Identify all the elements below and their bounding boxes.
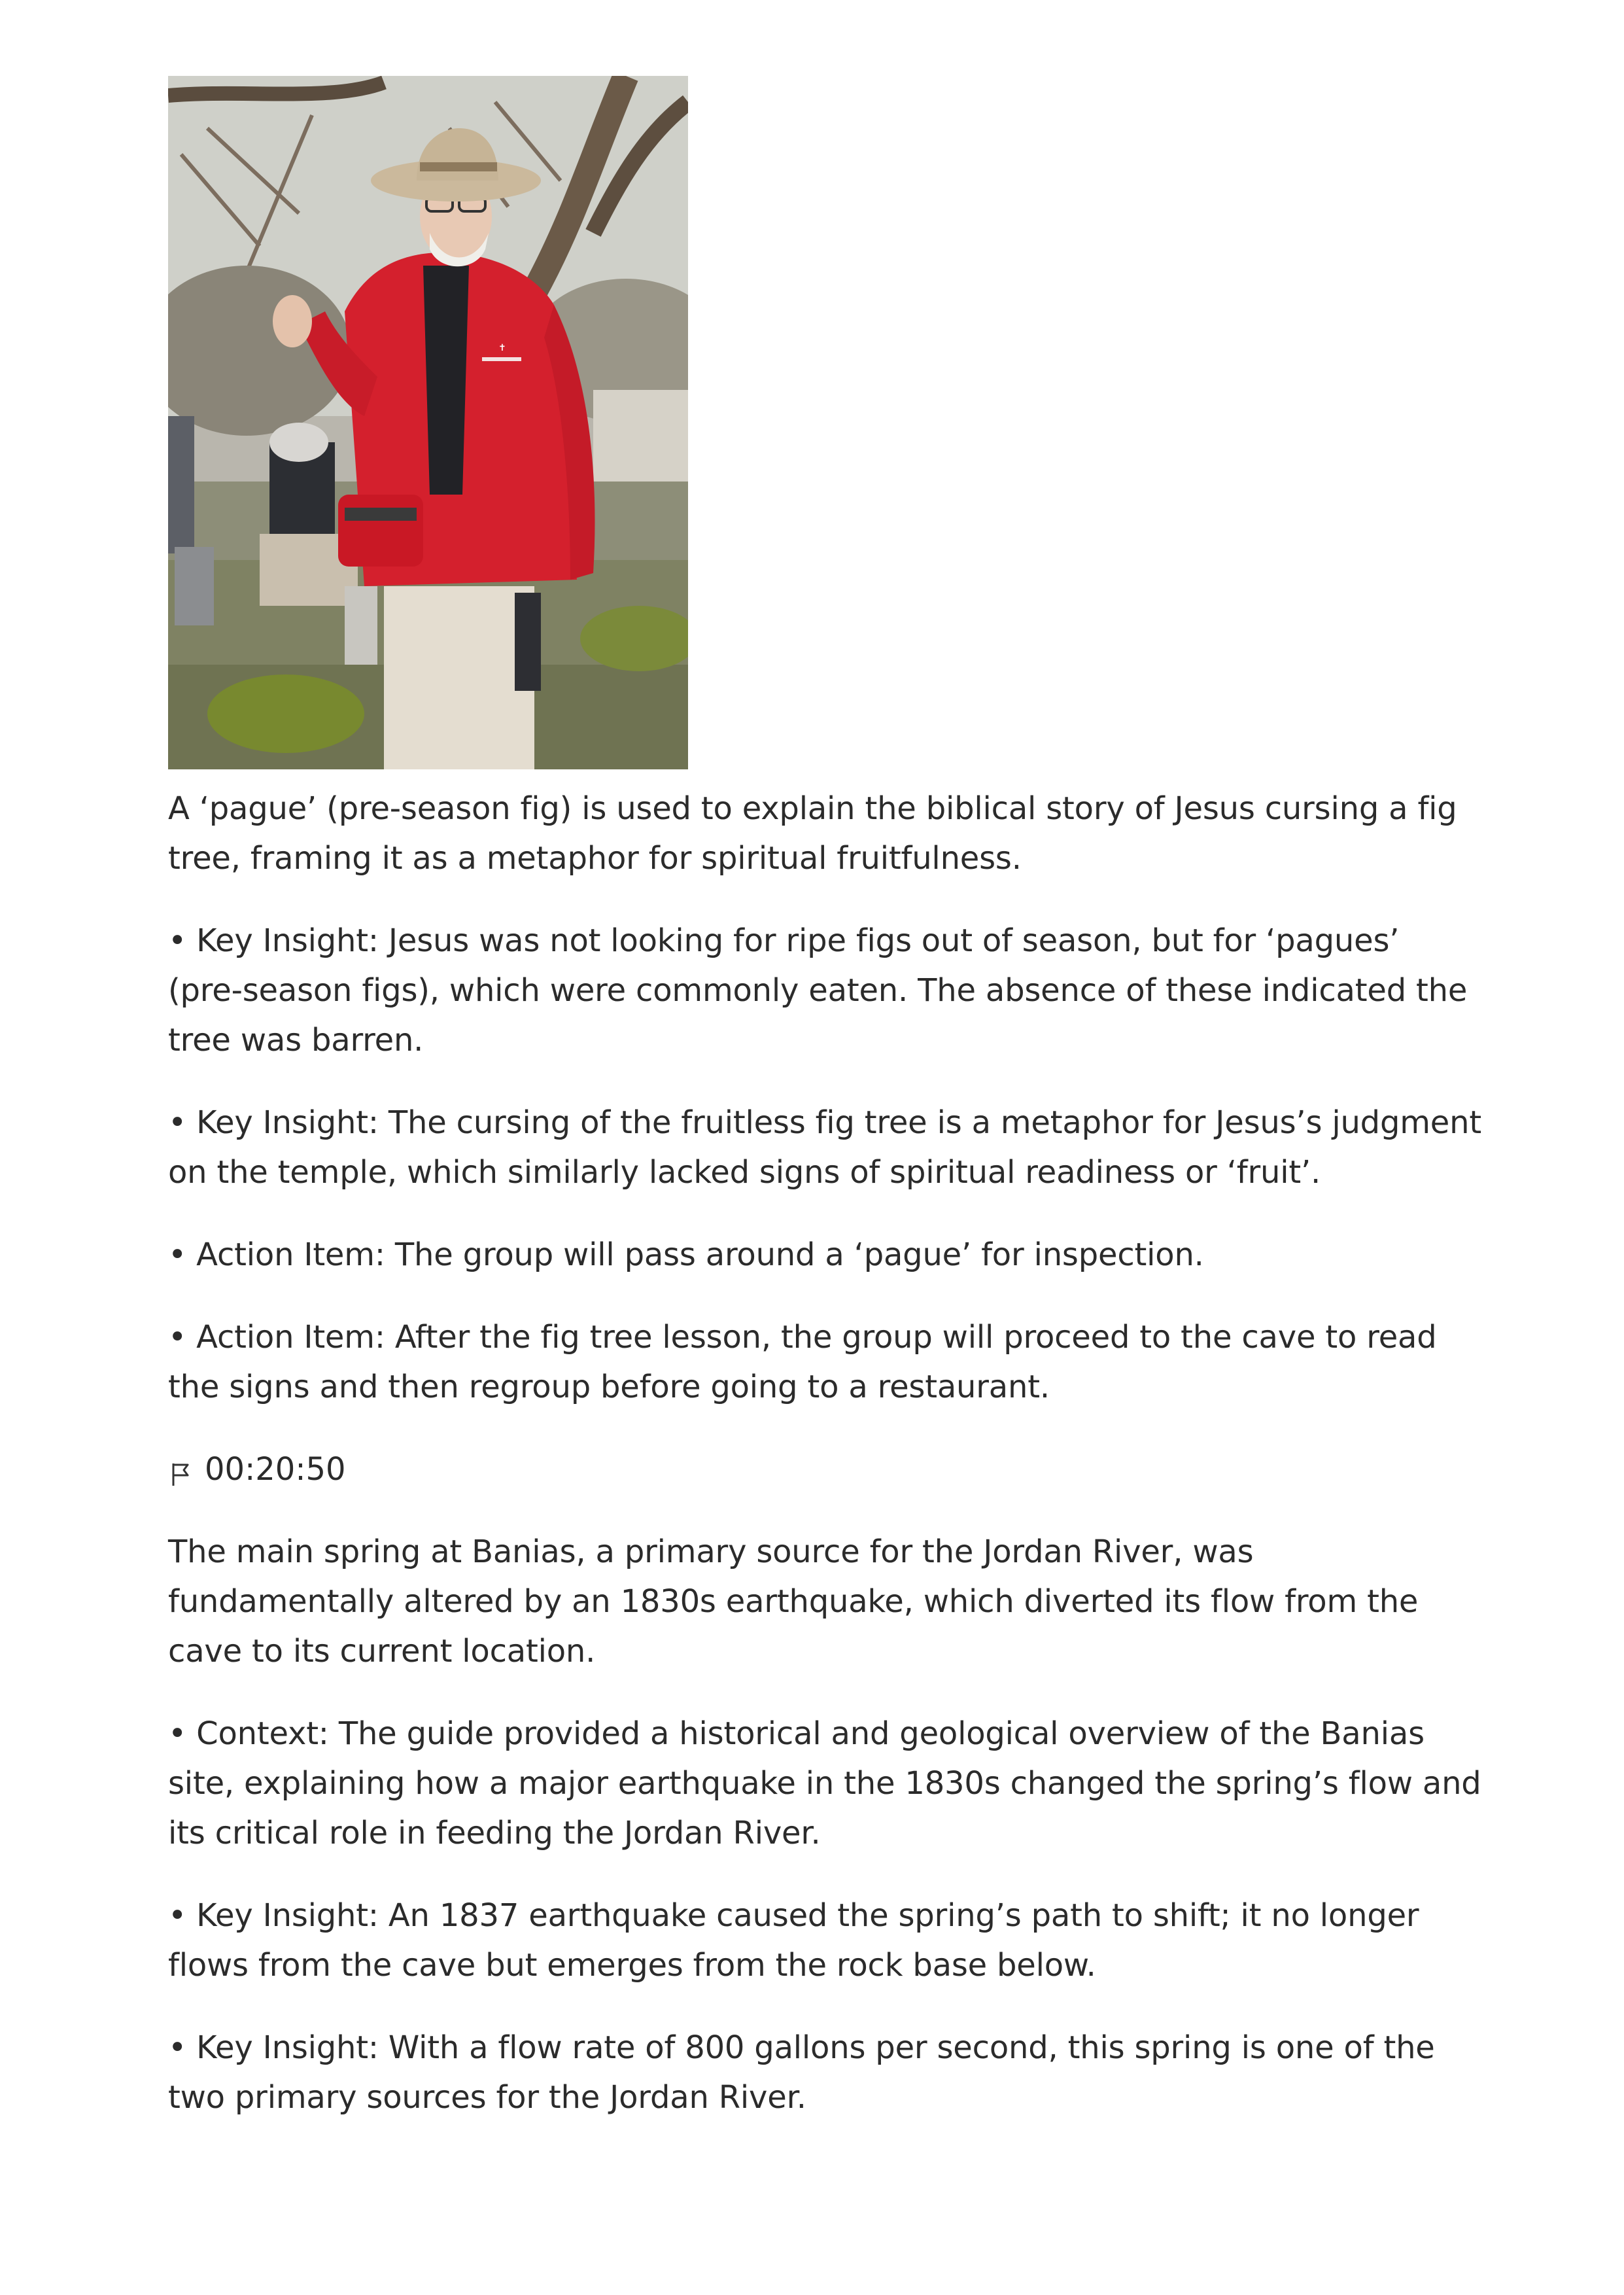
tour-guide-photo: [168, 76, 688, 769]
document-page: [168, 76, 1483, 2155]
key-insight-item: • Key Insight: An 1837 earthquake caused the spring’s path to shift; it no longer flows from the cave but emerges from the rock base below.: [168, 1897, 1419, 1984]
flag-icon: [168, 1454, 194, 1484]
key-insight-item: • Key Insight: Jesus was not looking for ripe figs out of season, but for ‘pagues’ (pre-season figs), which were commonly eaten. The absence of these indicated the tree was barren.: [168, 922, 1468, 1059]
notes-body: [168, 784, 1483, 2122]
timestamp-marker[interactable]: [168, 1445, 1483, 1494]
key-insight-item: • Key Insight: With a flow rate of 800 gallons per second, this spring is one of the two primary sources for the Jordan River.: [168, 2029, 1435, 2116]
photo-illustration: [168, 76, 688, 769]
action-item: • Action Item: After the fig tree lesson, the group will proceed to the cave to read the signs and then regroup before going to a restaurant.: [168, 1319, 1437, 1405]
svg-text:✝: ✝: [498, 343, 506, 353]
summary-paragraph: The main spring at Banias, a primary source for the Jordan River, was fundamentally altered by an 1830s earthquake, which diverted its flow from the cave to its current location.: [168, 1533, 1419, 1670]
summary-paragraph: A ‘pague’ (pre-season fig) is used to explain the biblical story of Jesus cursing a fig tree, framing it as a metaphor for spiritual fruitfulness.: [168, 790, 1457, 877]
context-item: • Context: The guide provided a historical and geological overview of the Banias site, explaining how a major earthquake in the 1830s changed the spring’s flow and its critical role in feeding the Jordan River.: [168, 1715, 1481, 1851]
key-insight-item: • Key Insight: The cursing of the fruitless fig tree is a metaphor for Jesus’s judgment on the temple, which similarly lacked signs of spiritual readiness or ‘fruit’.: [168, 1104, 1481, 1191]
timestamp-value: 00:20:50: [205, 1451, 346, 1488]
action-item: • Action Item: The group will pass around a ‘pague’ for inspection.: [168, 1236, 1204, 1273]
